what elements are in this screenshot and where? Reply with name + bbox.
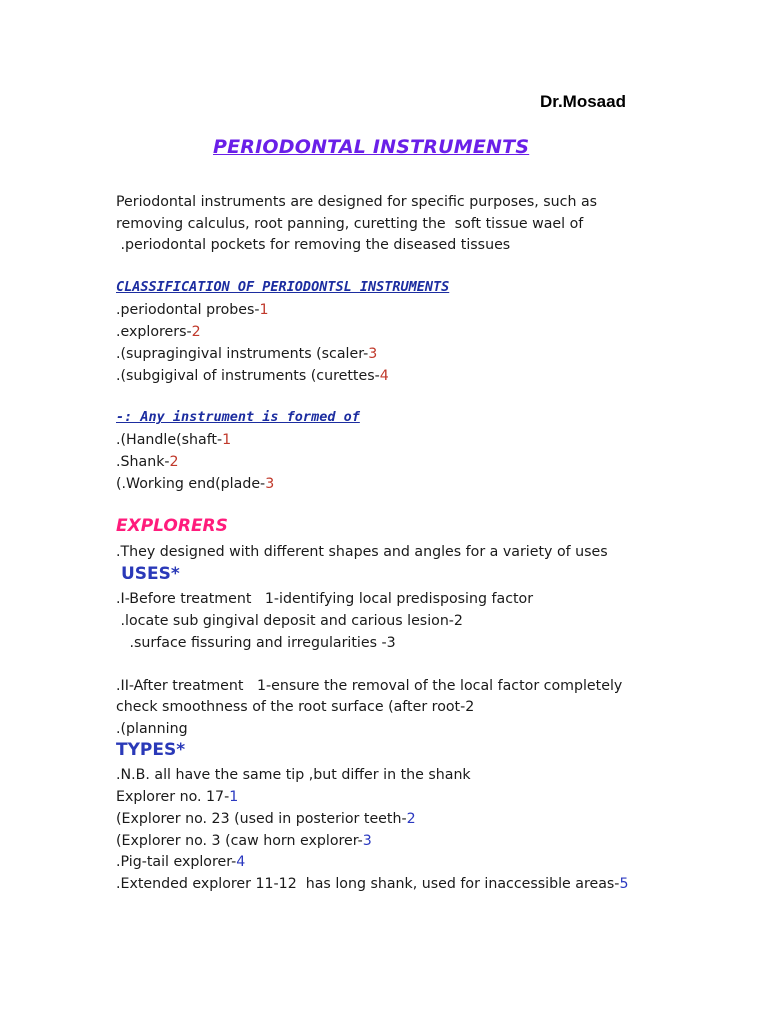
formed-heading: -: Any instrument is formed of [116, 409, 360, 425]
document-title: PERIODONTAL INSTRUMENTS [213, 136, 530, 158]
classification-item-2: .explorers-2 [116, 324, 201, 340]
intro-line-3: .periodontal pockets for removing the diseased tissues [116, 237, 511, 253]
types-item-2-number: 2 [406, 811, 416, 827]
uses-line-6: .(planning [116, 721, 188, 737]
formed-item-1-number: 1 [222, 432, 232, 448]
formed-item-2: .Shank-2 [116, 454, 179, 470]
classification-item-3: .(supragingival instruments (scaler-3 [116, 346, 378, 362]
types-item-2: (Explorer no. 23 (used in posterior teeth-2 [116, 811, 416, 827]
classification-item-4-number: 4 [379, 368, 389, 384]
uses-line-4: .II-After treatment 1-ensure the removal of the local factor completely [116, 678, 623, 694]
types-note: .N.B. all have the same tip ,but differ in the shank [116, 767, 471, 783]
uses-line-3: .surface fissuring and irregularities -3 [116, 635, 396, 651]
types-item-5: .Extended explorer 11-12 has long shank, used for inaccessible areas-5 [116, 876, 629, 892]
types-item-3: (Explorer no. 3 (caw horn explorer-3 [116, 833, 372, 849]
intro-line-2: removing calculus, root panning, curetting the soft tissue wael of [116, 216, 584, 232]
formed-item-1: .(Handle(shaft-1 [116, 432, 232, 448]
uses-line-5: check smoothness of the root surface (after root-2 [116, 699, 475, 715]
classification-heading: CLASSIFICATION OF PERIODONTSL INSTRUMENTS [116, 279, 450, 295]
formed-item-3: (.Working end(plade-3 [116, 476, 275, 492]
classification-item-4: .(subgigival of instruments (curettes-4 [116, 368, 389, 384]
explorers-description: .They designed with different shapes and angles for a variety of uses [116, 544, 608, 560]
author-name: Dr.Mosaad [540, 92, 626, 111]
uses-line-1: .I-Before treatment 1-identifying local predisposing factor [116, 591, 534, 607]
types-item-3-number: 3 [362, 833, 372, 849]
types-item-4-number: 4 [236, 854, 246, 870]
classification-item-2-number: 2 [191, 324, 201, 340]
types-item-1-number: 1 [229, 789, 239, 805]
classification-item-1: .periodontal probes-1 [116, 302, 269, 318]
intro-line-1: Periodontal instruments are designed for specific purposes, such as [116, 194, 598, 210]
classification-item-3-number: 3 [368, 346, 378, 362]
uses-line-2: .locate sub gingival deposit and carious lesion-2 [116, 613, 463, 629]
formed-item-2-number: 2 [169, 454, 179, 470]
explorers-heading: EXPLORERS [116, 516, 228, 536]
types-item-1: Explorer no. 17-1 [116, 789, 239, 805]
formed-item-3-number: 3 [265, 476, 275, 492]
types-item-4: .Pig-tail explorer-4 [116, 854, 246, 870]
classification-item-1-number: 1 [259, 302, 269, 318]
types-item-5-number: 5 [619, 876, 629, 892]
uses-heading: USES* [121, 564, 180, 584]
types-heading: TYPES* [116, 740, 186, 760]
